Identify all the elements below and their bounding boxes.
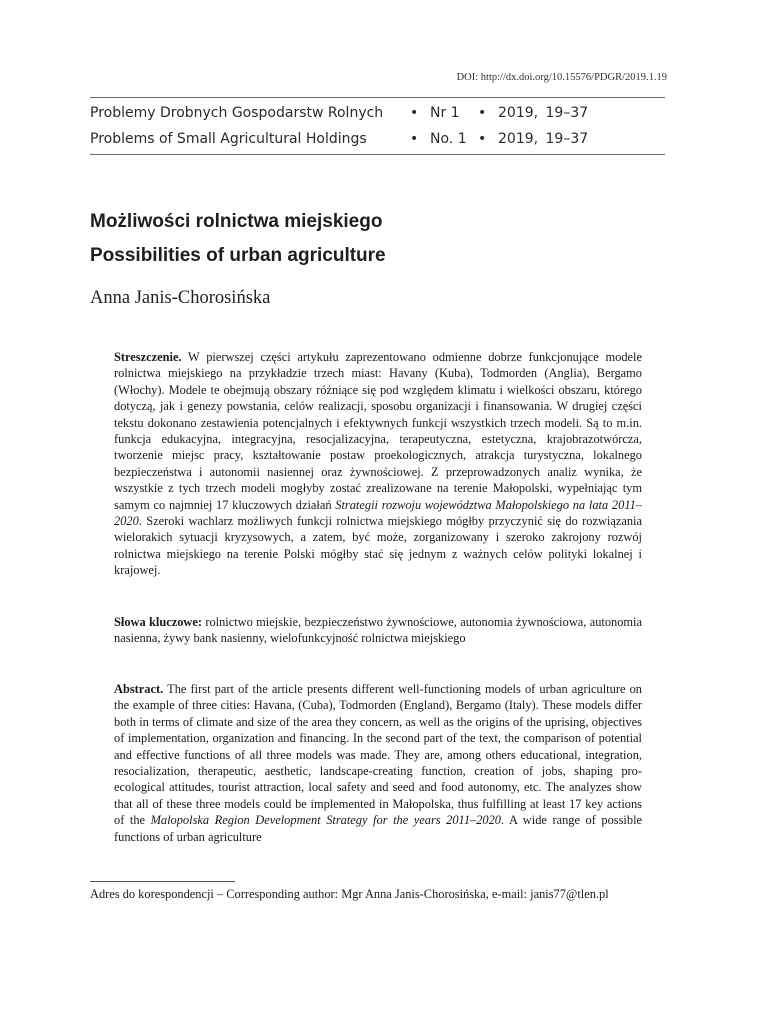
correspondence-footnote: Adres do korespondencji – Corresponding author: Mgr Anna Janis-Chorosińska, e-mail: janis77@tlen.pl [90, 887, 609, 901]
header-bottom-rule [90, 154, 665, 155]
keywords-paragraph [114, 614, 642, 647]
bullet-separator: • [478, 131, 487, 147]
abstract-text: The first part of the article presents different well-functioning models of urban agriculture on the example of three cities: Havana, (Cuba), Todmorden (England), Bergamo (Italy). These models differ both in terms of climate and size of the area they concern, as well as the origins of the uprising, objectives of implementation, organization and financing. In the second part of the text, the comparison of potential and effective functions of all three models was made. They are, among others educational, integration, resocialization, therapeutic, aesthetic, landscape-creating function, creation of jobs, shaping pro-ecological attitudes, tourist attraction, local safety and seed and food autonomy, etc. The analyzes show that all of these three models could be implemented in Małopolska, thus fulfilling at least 17 key actions of the [114, 682, 642, 828]
bullet-separator: • [410, 131, 419, 147]
keywords-label: Słowa kluczowe: [114, 615, 202, 629]
doi-line: DOI: http://dx.doi.org/10.15576/PDGR/2019.1.19 [456, 72, 667, 83]
keywords-text: rolnictwo miejskie, bezpieczeństwo żywnościowe, autonomia żywnościowa, autonomia nasienna, żywy bank nasienny, wielofunkcyjność rolnictwa miejskiego [114, 615, 642, 646]
header-top-rule [90, 97, 665, 98]
journal-year-pages-en: 2019, 19–37 [498, 131, 589, 147]
abstract-label: Abstract. [114, 682, 164, 696]
journal-name-en: Problems of Small Agricultural Holdings [90, 131, 367, 147]
journal-line-pl [90, 102, 665, 124]
author-name: Anna Janis-Chorosińska [90, 288, 271, 308]
journal-name-pl: Problemy Drobnych Gospodarstw Rolnych [90, 105, 384, 121]
streszczenie-text-end: . Szeroki wachlarz możliwych funkcji rolnictwa miejskiego mógłby przyczynić się do rozwiązania wielorakich sytuacji kryzysowych, a zatem, być może, zorganizowany i szeroko zakrojony rozwój rolnictwa miejskiego na terenie Polski mógłby stać się jednym z ważnych celów polityki lokalnej i krajowej. [114, 514, 642, 578]
bullet-separator: • [478, 105, 487, 121]
footnote-rule [90, 881, 235, 882]
article-title-en: Possibilities of urban agriculture [90, 245, 386, 266]
bullet-separator: • [410, 105, 419, 121]
journal-number-pl: Nr 1 [430, 105, 460, 121]
streszczenie-label: Streszczenie. [114, 350, 182, 364]
article-title-pl: Możliwości rolnictwa miejskiego [90, 211, 383, 232]
journal-year-pages-pl: 2019, 19–37 [498, 105, 589, 121]
journal-line-en [90, 128, 665, 150]
strategy-title-en: Malopolska Region Development Strategy for the years 2011–2020 [150, 813, 502, 828]
streszczenie-text: W pierwszej części artykułu zaprezentowano odmienne dobrze funkcjonujące modele rolnictwa miejskiego na przykładzie trzech miast: Havany (Kuba), Todmorden (Anglia), Bergamo (Włochy). Modele te obejmują obszary różniące się pod względem klimatu i wielkości obszaru, którego dotyczą, jak i genezy powstania, celów realizacji, sposobu organizacji i finansowania. W drugiej części tekstu dokonano zestawienia potencjalnych i efektywnych funkcji wszystkich trzech modeli. Są to m.in. funkcja edukacyjna, integracyjna, resocjalizacyjna, terapeutyczna, estetyczna, krajobrazotwórcza, tworzenie miejsc pracy, kształtowanie postaw proekologicznych, atrakcja turystyczna, lokalnego bezpieczeństwa i autonomii nasiennej oraz żywnościowej. Z przeprowadzonych analiz wynika, że wszystkie z tych trzech modeli mogłyby zostać zrealizowane na terenie Małopolski, wypełniając tym samym co najmniej 17 kluczowych działań [114, 350, 642, 512]
journal-number-en: No. 1 [430, 131, 467, 147]
abstract-paragraph [114, 681, 642, 845]
abstract-text-end: . A wide range of possible functions of urban agriculture [114, 813, 643, 844]
streszczenie-paragraph [114, 349, 642, 579]
strategy-title-pl: Strategii rozwoju województwa Małopolskiego na lata 2011–2020 [114, 497, 642, 529]
